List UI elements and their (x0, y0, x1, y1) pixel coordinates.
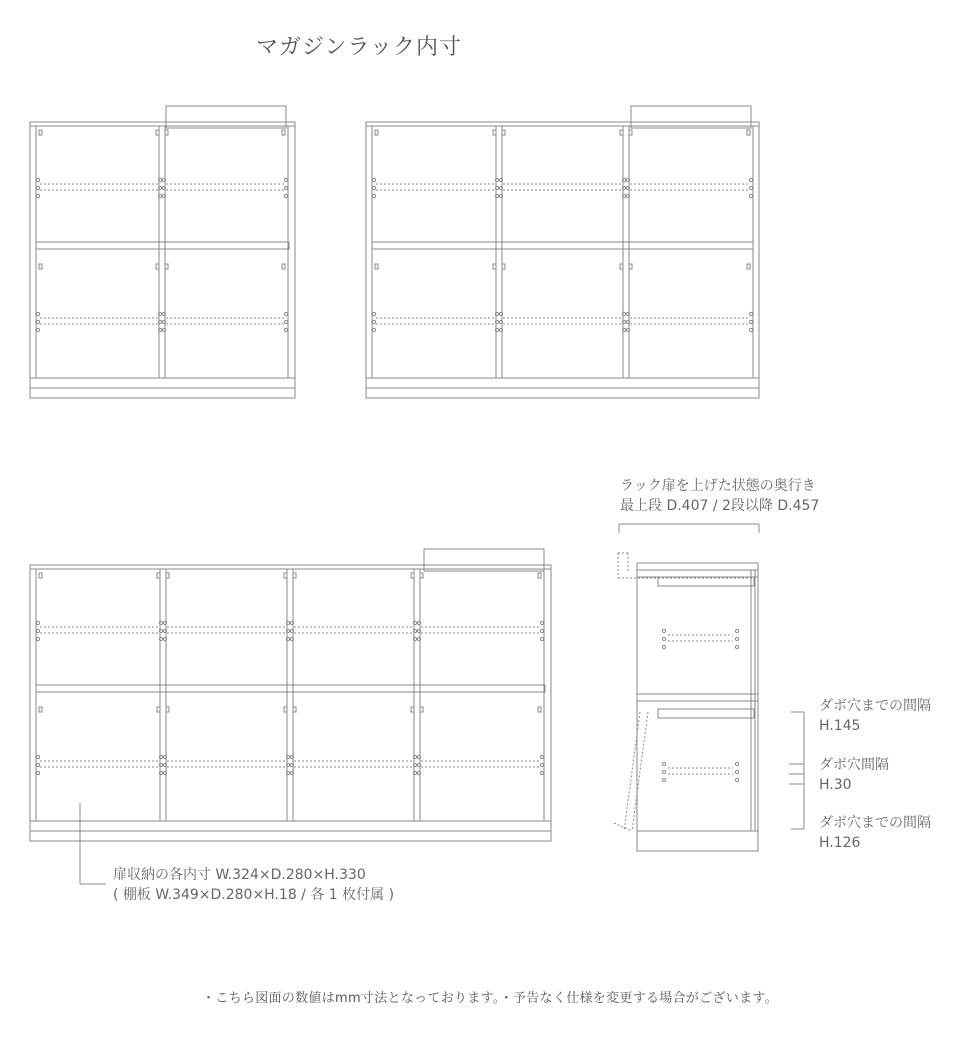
hinge-mark (165, 130, 168, 135)
hinge-mark (629, 130, 632, 135)
dowel-hole (417, 621, 420, 624)
side-dowel-hole (735, 778, 738, 781)
side-body (637, 563, 758, 831)
rack-base (30, 388, 295, 398)
dowel-hole (36, 312, 39, 315)
dowel-hole (540, 621, 543, 624)
dowel-hole (495, 186, 498, 189)
hinge-mark (420, 707, 423, 712)
dowel-hole (413, 621, 416, 624)
dowel-hole (495, 194, 498, 197)
dowel-hole (413, 763, 416, 766)
dowel-hole (749, 194, 752, 197)
dowel-hole (162, 320, 165, 323)
dim-top-label: ダボ穴までの間隔 (819, 698, 931, 714)
dowel-hole (413, 771, 416, 774)
dowel-hole (622, 178, 625, 181)
dowel-hole (372, 328, 375, 331)
dowel-hole (622, 186, 625, 189)
dowel-hole (290, 629, 293, 632)
dowel-hole (163, 629, 166, 632)
rack-top-handle (631, 106, 751, 128)
rack-partition (623, 126, 629, 378)
door-depth-label (620, 476, 819, 516)
dowel-hole (540, 629, 543, 632)
side-door-lower (658, 709, 754, 718)
dowel-hole (290, 771, 293, 774)
side-dowel-hole (662, 645, 665, 648)
hinge-mark (375, 130, 378, 135)
dowel-hole (159, 629, 162, 632)
rack-partition (160, 569, 166, 821)
hinge-mark (156, 264, 159, 269)
open-door-dash (632, 712, 648, 831)
dowel-hole (495, 312, 498, 315)
dowel-hole (413, 637, 416, 640)
dowel-hole (372, 312, 375, 315)
dowel-hole (626, 328, 629, 331)
dowel-hole (626, 194, 629, 197)
dowel-hole (495, 178, 498, 181)
open-door-dash (624, 712, 640, 831)
dim-mid (819, 755, 889, 795)
dowel-hole (622, 328, 625, 331)
door-depth-line1: ラック扉を上げた状態の奥行き (620, 478, 816, 494)
rack-3col (366, 106, 759, 398)
dowel-hole (284, 320, 287, 323)
dowel-hole (36, 763, 39, 766)
rack-top-rail (366, 122, 759, 126)
inner-dims-line1: 扉収納の各内寸 W.324×D.280×H.330 (113, 867, 366, 883)
dowel-hole (163, 755, 166, 758)
dowel-hole (162, 328, 165, 331)
hinge-mark (157, 707, 160, 712)
hinge-mark (502, 264, 505, 269)
dowel-hole (159, 637, 162, 640)
side-dowel-hole (662, 770, 665, 773)
hinge-mark (284, 573, 287, 578)
dowel-hole (495, 328, 498, 331)
side-dowel-hole (735, 770, 738, 773)
rack-base (30, 831, 551, 841)
rack-mid-shelf (36, 685, 545, 692)
dowel-hole (417, 763, 420, 766)
dim-bottom-value: H.126 (819, 835, 861, 851)
dowel-hole (162, 194, 165, 197)
side-dowel-hole (662, 778, 665, 781)
dowel-hole (286, 763, 289, 766)
dowel-hole (495, 320, 498, 323)
side-dowel-hole (735, 645, 738, 648)
hinge-mark (411, 707, 414, 712)
dowel-hole (749, 186, 752, 189)
dowel-hole (36, 320, 39, 323)
rack-top-rail (30, 565, 551, 569)
dowel-hole (158, 178, 161, 181)
hinge-mark (293, 707, 296, 712)
footer-note: ・こちら図面の数値はmm寸法となっております。・予告なく仕様を変更する場合がございます。 (202, 991, 778, 1006)
hinge-mark (282, 264, 285, 269)
hinge-mark (629, 264, 632, 269)
dowel-hole (626, 186, 629, 189)
dowel-hole (162, 186, 165, 189)
hinge-mark (282, 130, 285, 135)
dowel-hole (372, 186, 375, 189)
dowel-hole (372, 194, 375, 197)
dowel-hole (36, 178, 39, 181)
dowel-hole (413, 755, 416, 758)
dowel-hole (499, 312, 502, 315)
open-door-dash (614, 823, 632, 831)
hinge-mark (157, 573, 160, 578)
dowel-hole (622, 312, 625, 315)
side-dowel-hole (662, 629, 665, 632)
dowel-hole (163, 771, 166, 774)
dowel-hole (290, 637, 293, 640)
dowel-hole (499, 320, 502, 323)
dowel-hole (36, 637, 39, 640)
dowel-hole (626, 178, 629, 181)
dowel-hole (162, 178, 165, 181)
side-dowel-hole (662, 637, 665, 640)
dowel-hole (499, 194, 502, 197)
dowel-hole (158, 312, 161, 315)
dowel-hole (158, 328, 161, 331)
dowel-hole (36, 755, 39, 758)
hinge-mark (493, 130, 496, 135)
dowel-hole (284, 194, 287, 197)
dowel-hole (286, 629, 289, 632)
rack-plinth (30, 821, 551, 831)
dowel-hole (286, 637, 289, 640)
side-dowel-hole (735, 629, 738, 632)
dowel-hole (749, 312, 752, 315)
rack-mid-shelf (36, 242, 289, 249)
dowel-hole (417, 755, 420, 758)
side-base (637, 831, 758, 851)
dowel-hole (499, 178, 502, 181)
rack-plinth (366, 378, 759, 388)
hinge-mark (493, 264, 496, 269)
dim-mid-value: H.30 (819, 777, 852, 793)
dowel-hole (159, 763, 162, 766)
dowel-hole (499, 328, 502, 331)
dim-top (819, 696, 931, 736)
hinge-mark (39, 264, 42, 269)
dowel-hole (540, 771, 543, 774)
rack-partition (287, 569, 293, 821)
dowel-hole (158, 194, 161, 197)
dowel-hole (158, 186, 161, 189)
rack-body (366, 126, 759, 378)
hinge-mark (538, 707, 541, 712)
dowel-hole (163, 763, 166, 766)
dowel-hole (284, 312, 287, 315)
dowel-hole (413, 629, 416, 632)
hinge-mark (620, 264, 623, 269)
dowel-hole (286, 755, 289, 758)
dowel-hole (540, 755, 543, 758)
hinge-mark (747, 264, 750, 269)
dim-bottom (819, 813, 931, 853)
hinge-mark (165, 264, 168, 269)
hinge-mark (502, 130, 505, 135)
dowel-hole (372, 320, 375, 323)
rack-partition (159, 126, 165, 378)
dowel-hole (159, 771, 162, 774)
dowel-hole (626, 320, 629, 323)
hinge-mark (284, 707, 287, 712)
rack-base (366, 388, 759, 398)
dowel-hole (622, 194, 625, 197)
dowel-hole (499, 186, 502, 189)
dowel-hole (159, 621, 162, 624)
dowel-hole (540, 763, 543, 766)
hinge-mark (156, 130, 159, 135)
hinge-mark (420, 573, 423, 578)
rack-plinth (30, 378, 295, 388)
dowel-hole (284, 186, 287, 189)
dowel-hole (286, 621, 289, 624)
dowel-hole (286, 771, 289, 774)
rack-body (30, 569, 551, 821)
door-depth-line2: 最上段 D.407 / 2段以降 D.457 (620, 498, 820, 514)
dowel-hole (163, 637, 166, 640)
hinge-mark (39, 707, 42, 712)
dowel-hole (749, 328, 752, 331)
hinge-mark (39, 573, 42, 578)
rack-body (30, 126, 295, 378)
hinge-mark (538, 573, 541, 578)
dowel-hole (626, 312, 629, 315)
dowel-hole (290, 621, 293, 624)
dowel-hole (159, 755, 162, 758)
rack-top-rail (30, 122, 295, 126)
side-dowel-hole (662, 762, 665, 765)
dowel-hole (158, 320, 161, 323)
dowel-hole (36, 771, 39, 774)
rack-mid-shelf (372, 242, 753, 249)
rack-4col (30, 549, 551, 841)
dowel-hole (622, 320, 625, 323)
hinge-mark (411, 573, 414, 578)
dowel-hole (417, 771, 420, 774)
dowel-hole (284, 178, 287, 181)
dim-mid-label: ダボ穴間隔 (819, 757, 889, 773)
dim-top-value: H.145 (819, 718, 861, 734)
dowel-hole (749, 320, 752, 323)
rack-2col (30, 106, 295, 398)
hinge-mark (39, 130, 42, 135)
page-title: マガジンラック内寸 (256, 35, 463, 60)
dowel-hole (372, 178, 375, 181)
dowel-hole (749, 178, 752, 181)
inner-dims-label (113, 865, 394, 905)
dowel-hole (290, 763, 293, 766)
rack-partition (496, 126, 502, 378)
rack-top-handle (166, 106, 286, 128)
hinge-mark (620, 130, 623, 135)
rack-top-handle (424, 549, 544, 571)
dowel-hole (163, 621, 166, 624)
dowel-hole (290, 755, 293, 758)
rack-partition (414, 569, 420, 821)
dowel-hole (284, 328, 287, 331)
hinge-mark (375, 264, 378, 269)
dowel-hole (36, 186, 39, 189)
hinge-mark (166, 707, 169, 712)
dowel-hole (36, 194, 39, 197)
dowel-hole (417, 637, 420, 640)
hinge-mark (166, 573, 169, 578)
hinge-mark (293, 573, 296, 578)
dowel-hole (540, 637, 543, 640)
side-dowel-hole (735, 637, 738, 640)
side-view (614, 524, 804, 851)
dowel-hole (417, 629, 420, 632)
inner-dims-line2: ( 棚板 W.349×D.280×H.18 / 各 1 枚付属 ) (113, 887, 395, 903)
hinge-mark (747, 130, 750, 135)
dowel-hole (36, 629, 39, 632)
dowel-hole (36, 328, 39, 331)
dowel-hole (162, 312, 165, 315)
side-dowel-hole (735, 762, 738, 765)
dim-bottom-label: ダボ穴までの間隔 (819, 815, 931, 831)
dowel-hole (36, 621, 39, 624)
